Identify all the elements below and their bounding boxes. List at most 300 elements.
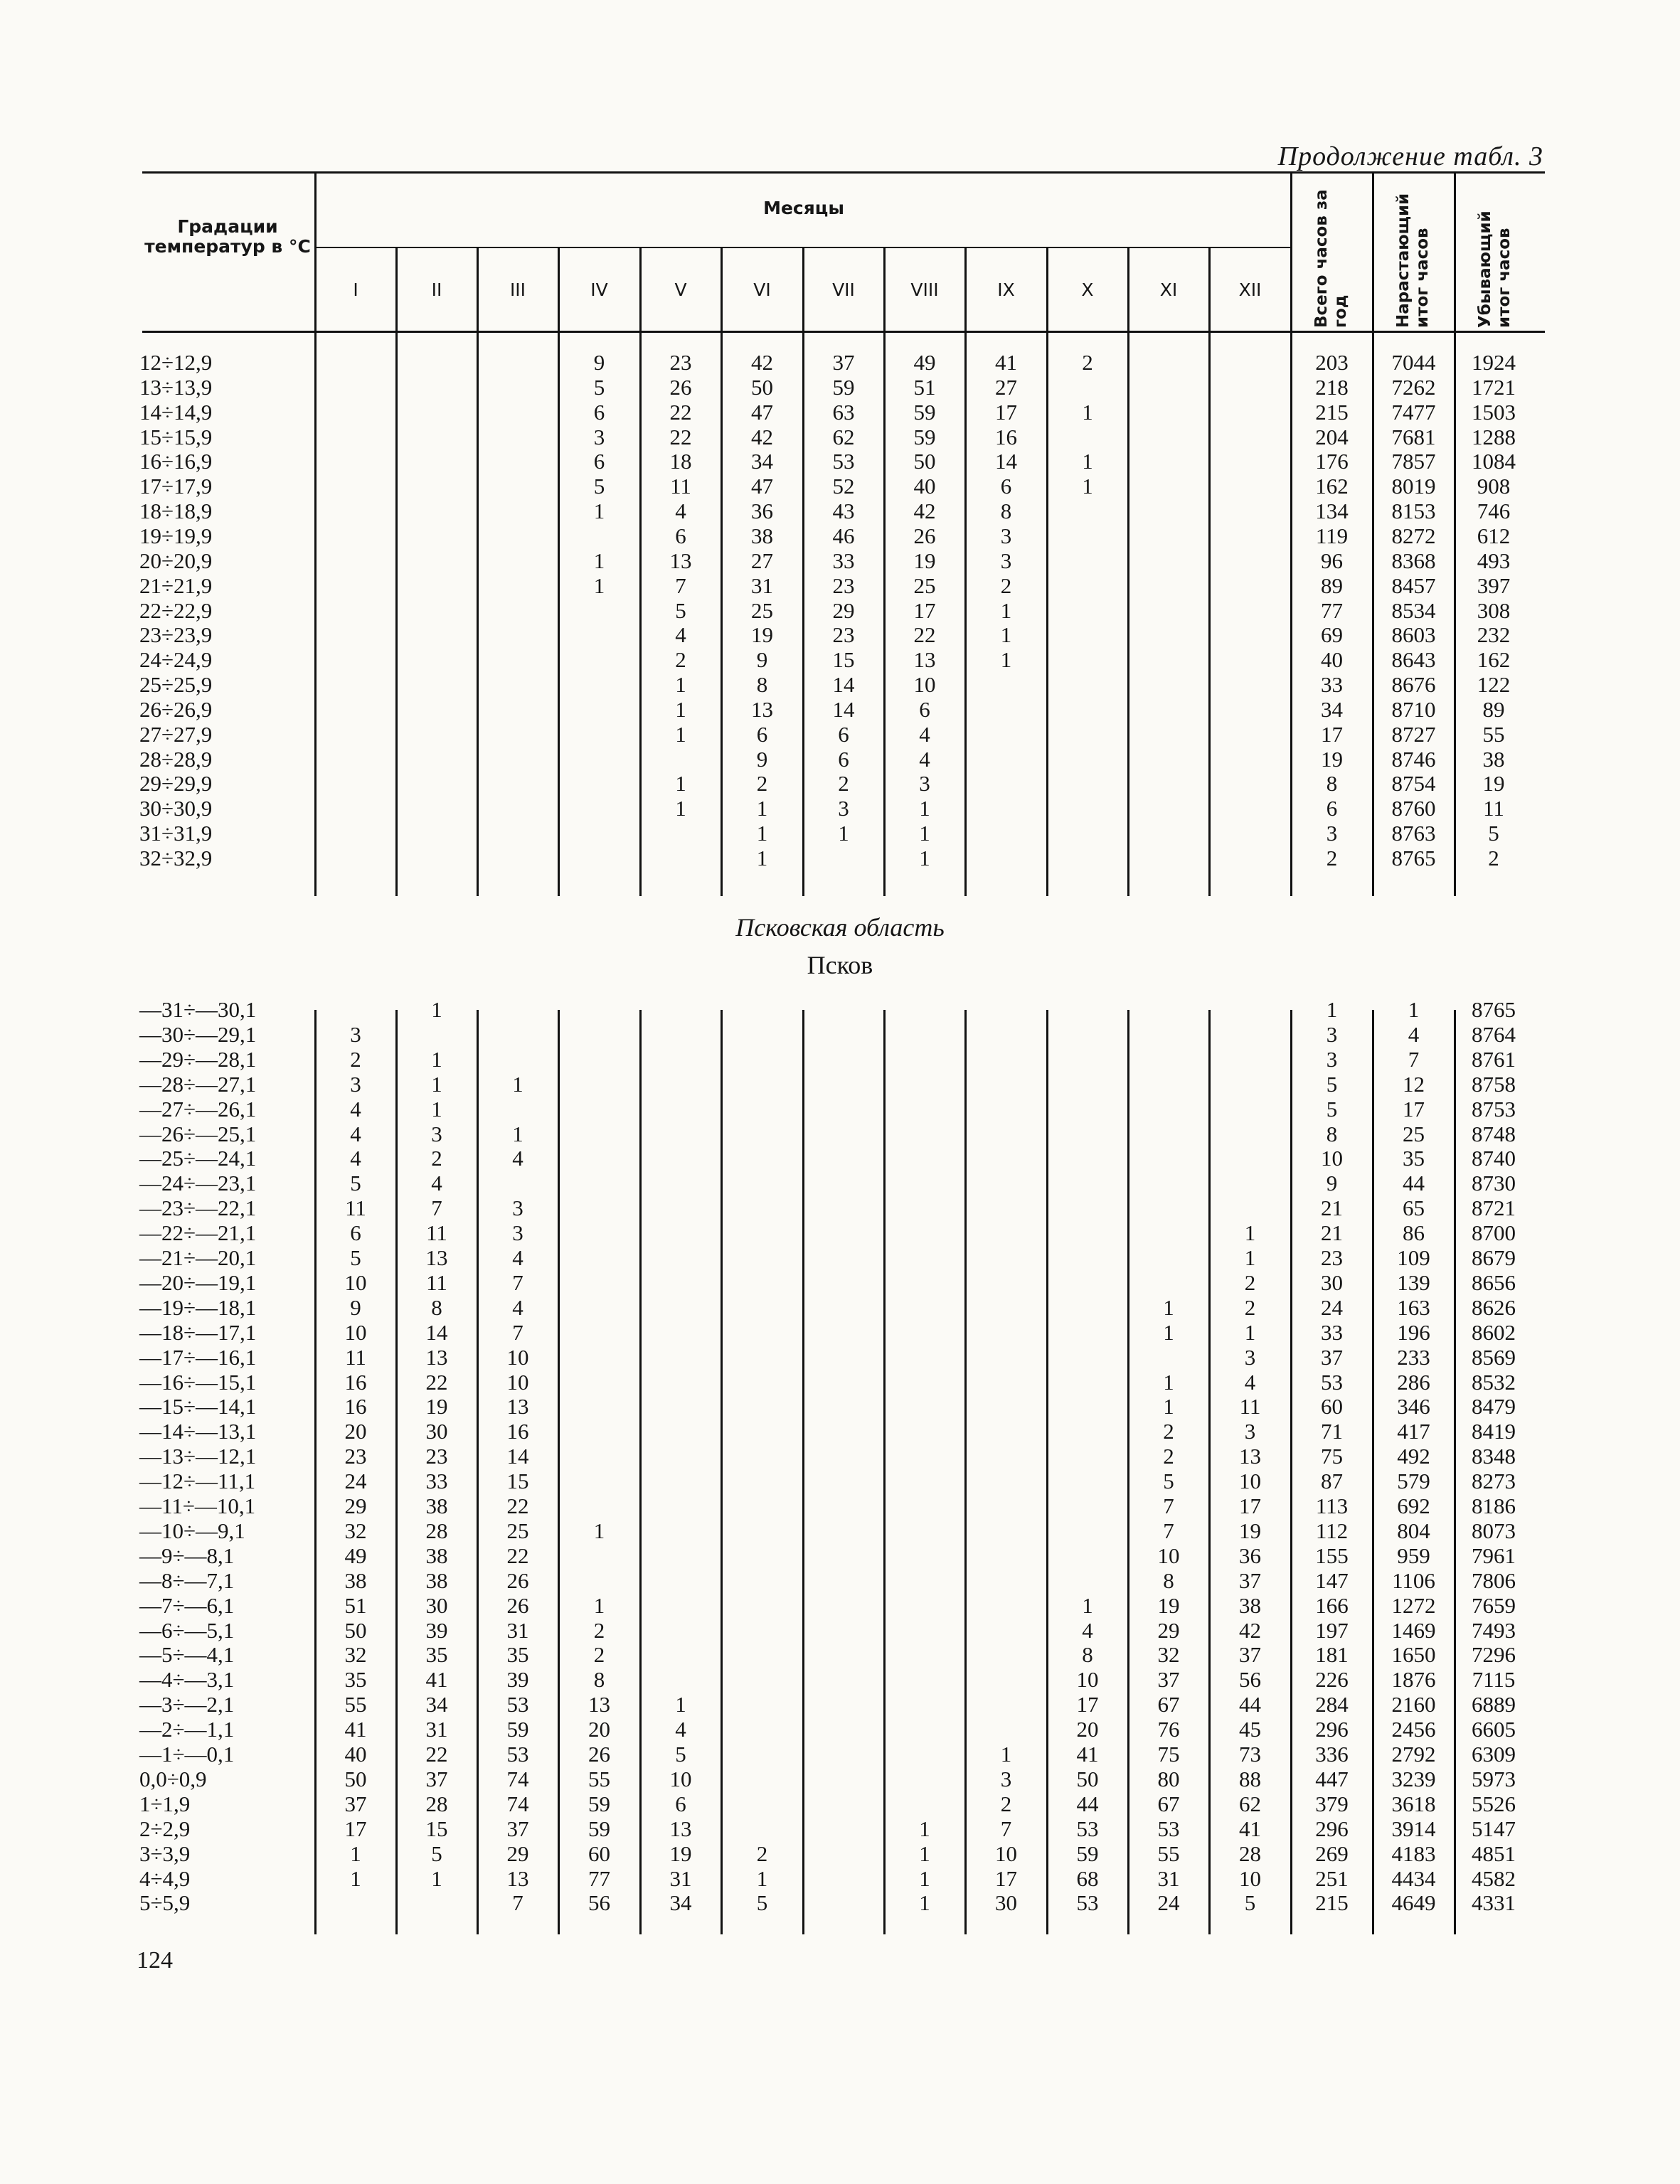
month-cell: 1	[1000, 647, 1012, 673]
month-header-7: VII	[832, 279, 855, 300]
total-hours-cell: 147	[1315, 1567, 1349, 1593]
month-cell: 11	[426, 1220, 447, 1246]
month-header-10: X	[1081, 279, 1094, 300]
total-hours-cell: 53	[1321, 1369, 1343, 1395]
month-cell: 14	[506, 1444, 529, 1469]
decreasing-cell: 7961	[1472, 1543, 1516, 1568]
month-cell: 3	[1244, 1344, 1256, 1370]
header-line-10	[1127, 248, 1129, 331]
total-hours-cell: 96	[1321, 548, 1343, 573]
month-cell: 1	[1082, 449, 1093, 474]
month-cell: 1	[919, 821, 930, 846]
month-cell: 7	[1163, 1518, 1174, 1543]
decreasing-cell: 5973	[1472, 1766, 1516, 1791]
decreasing-cell: 908	[1477, 474, 1511, 499]
month-cell: 4	[350, 1121, 361, 1146]
decreasing-cell: 6889	[1472, 1692, 1516, 1717]
month-cell: 19	[913, 548, 936, 573]
month-cell: 19	[669, 1841, 692, 1866]
decreasing-cell: 2	[1488, 846, 1499, 870]
month-cell: 2	[1163, 1444, 1174, 1469]
month-cell: 1	[593, 1518, 605, 1543]
cumulative-cell: 1272	[1391, 1592, 1436, 1618]
month-cell: 23	[669, 350, 692, 375]
month-cell: 4	[675, 499, 686, 524]
gradation-label: 16÷16,9	[139, 449, 213, 474]
month-cell: 8	[593, 1667, 605, 1693]
gradation-label: 13÷13,9	[139, 374, 213, 400]
month-cell: 25	[913, 572, 936, 598]
decreasing-cell: 1721	[1472, 374, 1516, 400]
month-cell: 2	[1163, 1419, 1174, 1444]
month-cell: 1	[675, 672, 686, 698]
header-line-11	[1208, 248, 1211, 331]
gradation-label: —26÷—25,1	[139, 1121, 257, 1146]
gradation-label: —8÷—7,1	[139, 1567, 235, 1593]
month-cell: 11	[670, 474, 691, 499]
month-cell: 47	[751, 474, 773, 499]
month-cell: 51	[344, 1592, 367, 1618]
month-cell: 1	[350, 1865, 361, 1891]
continuation-title: Продолжение табл. 3	[1277, 142, 1543, 171]
month-cell: 5	[1163, 1469, 1174, 1494]
city-title: Псков	[807, 951, 873, 979]
total-hours-cell: 296	[1315, 1717, 1349, 1742]
month-cell: 20	[344, 1419, 367, 1444]
cumulative-cell: 4434	[1391, 1865, 1436, 1891]
gradation-label: —17÷—16,1	[139, 1344, 257, 1370]
month-cell: 38	[751, 523, 773, 548]
total-hours-cell: 1	[1326, 997, 1338, 1022]
decreasing-cell: 308	[1477, 597, 1511, 623]
month-cell: 13	[1239, 1444, 1261, 1469]
decreasing-cell: 8419	[1472, 1419, 1516, 1444]
cumulative-cell: 286	[1397, 1369, 1430, 1395]
total-hours-cell: 181	[1315, 1642, 1349, 1668]
decreasing-cell: 8656	[1472, 1269, 1516, 1295]
month-cell: 22	[506, 1543, 529, 1568]
month-cell: 5	[756, 1890, 768, 1916]
month-cell: 88	[1239, 1766, 1261, 1791]
month-header-4: IV	[590, 279, 608, 300]
month-cell: 32	[344, 1518, 367, 1543]
month-cell: 13	[669, 1816, 692, 1841]
month-cell: 30	[995, 1890, 1017, 1916]
month-cell: 7	[512, 1269, 523, 1295]
header-line-1	[395, 248, 398, 331]
month-cell: 1	[350, 1841, 361, 1866]
total-hours-cell: 3	[1326, 821, 1338, 846]
total-hours-cell: 226	[1315, 1667, 1349, 1693]
month-cell: 40	[344, 1742, 367, 1767]
total-hours-cell: 5	[1326, 1071, 1338, 1097]
month-cell: 1	[431, 997, 442, 1022]
month-cell: 1	[919, 1890, 930, 1916]
gradation-label: 14÷14,9	[139, 399, 213, 425]
month-cell: 4	[675, 1717, 686, 1742]
month-cell: 7	[431, 1195, 442, 1221]
month-cell: 1	[1000, 1742, 1012, 1767]
month-cell: 13	[425, 1245, 448, 1270]
cumulative-cell: 44	[1403, 1171, 1425, 1196]
cumulative-cell: 163	[1397, 1294, 1430, 1320]
month-cell: 11	[426, 1269, 447, 1295]
gradation-label: 23÷23,9	[139, 622, 213, 648]
month-cell: 73	[1239, 1742, 1261, 1767]
month-cell: 41	[1076, 1742, 1099, 1767]
decreasing-cell: 8602	[1472, 1319, 1516, 1345]
decreasing-cell: 7493	[1472, 1617, 1516, 1643]
month-cell: 1	[675, 696, 686, 722]
total-hours-cell: 21	[1321, 1195, 1343, 1221]
month-cell: 1	[593, 1592, 605, 1618]
total-hours-cell: 33	[1321, 1319, 1343, 1345]
month-cell: 41	[425, 1667, 448, 1693]
month-cell: 16	[506, 1419, 529, 1444]
gradation-label: 29÷29,9	[139, 771, 213, 797]
month-cell: 10	[344, 1319, 367, 1345]
decreasing-cell: 5	[1488, 821, 1499, 846]
month-cell: 3	[593, 424, 605, 449]
gradation-label: 5÷5,9	[139, 1890, 191, 1916]
header-line-2	[477, 248, 479, 331]
cumulative-cell: 4649	[1391, 1890, 1436, 1916]
gradation-label: 32÷32,9	[139, 846, 213, 870]
gradation-label: 3÷3,9	[139, 1841, 191, 1866]
cumulative-cell: 7262	[1391, 374, 1436, 400]
cumulative-cell: 804	[1397, 1518, 1430, 1543]
gradation-label: —23÷—22,1	[139, 1195, 257, 1221]
month-cell: 1	[675, 721, 686, 747]
month-cell: 3	[1000, 548, 1012, 573]
month-cell: 59	[913, 399, 936, 425]
month-cell: 4	[1244, 1369, 1256, 1395]
month-cell: 13	[751, 696, 773, 722]
month-cell: 13	[425, 1344, 448, 1370]
month-cell: 3	[512, 1195, 523, 1221]
month-header-11: XI	[1159, 279, 1178, 300]
month-cell: 1	[1244, 1220, 1256, 1246]
upper-line-10	[1127, 333, 1129, 896]
month-cell: 59	[913, 424, 936, 449]
header-line-6	[802, 248, 804, 331]
month-cell: 1	[512, 1121, 523, 1146]
decreasing-cell: 6309	[1472, 1742, 1516, 1767]
decreasing-cell: 8679	[1472, 1245, 1516, 1270]
total-hours-cell: 3	[1326, 1021, 1338, 1047]
total-hours-cell: 284	[1315, 1692, 1349, 1717]
decreasing-cell: 8532	[1472, 1369, 1516, 1395]
total-hours-cell: 5	[1326, 1096, 1338, 1122]
month-cell: 17	[1076, 1692, 1099, 1717]
table-top-rule	[142, 171, 1545, 174]
decreasing-cell: 8765	[1472, 997, 1516, 1022]
month-cell: 1	[1000, 597, 1012, 623]
month-cell: 59	[1076, 1841, 1099, 1866]
month-cell: 8	[1163, 1567, 1174, 1593]
month-cell: 3	[919, 771, 930, 797]
cumulative-cell: 3914	[1391, 1816, 1436, 1841]
month-cell: 5	[1244, 1890, 1256, 1916]
month-cell: 26	[506, 1592, 529, 1618]
month-cell: 19	[751, 622, 773, 648]
cumulative-cell: 492	[1397, 1444, 1430, 1469]
month-cell: 11	[345, 1344, 366, 1370]
cumulative-cell: 7857	[1391, 449, 1436, 474]
month-cell: 51	[913, 374, 936, 400]
total-hours-cell: 176	[1315, 449, 1349, 474]
month-cell: 1	[431, 1046, 442, 1072]
month-cell: 3	[838, 796, 849, 821]
decreasing-cell: 4851	[1472, 1841, 1516, 1866]
cumulative-cell: 8754	[1391, 771, 1436, 797]
month-cell: 4	[675, 622, 686, 648]
month-cell: 10	[344, 1269, 367, 1295]
month-cell: 55	[588, 1766, 610, 1791]
cumulative-cell: 12	[1403, 1071, 1425, 1097]
month-cell: 31	[425, 1717, 448, 1742]
cumulative-cell: 8368	[1391, 548, 1436, 573]
month-cell: 77	[588, 1865, 610, 1891]
month-cell: 1	[756, 821, 768, 846]
cumulative-cell: 2792	[1391, 1742, 1436, 1767]
month-cell: 33	[832, 548, 855, 573]
month-cell: 7	[1000, 1816, 1012, 1841]
cumulative-cell: 1469	[1391, 1617, 1436, 1643]
cumulative-cell: 3239	[1391, 1766, 1436, 1791]
month-cell: 2	[1000, 572, 1012, 598]
month-cell: 38	[1239, 1592, 1261, 1618]
gradation-label: 1÷1,9	[139, 1791, 191, 1816]
page-number: 124	[137, 1947, 173, 1973]
decreasing-cell: 8740	[1472, 1146, 1516, 1171]
month-cell: 24	[344, 1469, 367, 1494]
gradation-label: 19÷19,9	[139, 523, 213, 548]
month-cell: 22	[425, 1742, 448, 1767]
month-cell: 2	[1244, 1294, 1256, 1320]
gradation-label: 27÷27,9	[139, 721, 213, 747]
month-cell: 17	[995, 399, 1017, 425]
month-cell: 5	[593, 474, 605, 499]
month-cell: 1	[919, 1841, 930, 1866]
month-cell: 17	[1239, 1493, 1261, 1518]
month-header-6: VI	[753, 279, 771, 300]
month-cell: 9	[593, 350, 605, 375]
total-hours-cell: 8	[1326, 771, 1338, 797]
month-cell: 26	[913, 523, 936, 548]
gradation-label: 25÷25,9	[139, 672, 213, 698]
month-cell: 49	[913, 350, 936, 375]
gradation-label: —29÷—28,1	[139, 1046, 257, 1072]
total-hours-cell: 10	[1321, 1146, 1343, 1171]
month-cell: 8	[1000, 499, 1012, 524]
month-cell: 1	[1244, 1245, 1256, 1270]
month-cell: 3	[1000, 1766, 1012, 1791]
total-hours-cell: 269	[1315, 1841, 1349, 1866]
total-hours-cell: 40	[1321, 647, 1343, 673]
month-cell: 26	[669, 374, 692, 400]
month-cell: 1	[756, 796, 768, 821]
month-cell: 14	[832, 672, 855, 698]
month-cell: 59	[588, 1816, 610, 1841]
month-cell: 2	[756, 771, 768, 797]
total-hours-cell: 112	[1315, 1518, 1349, 1543]
month-cell: 29	[832, 597, 855, 623]
cumulative-cell: 17	[1403, 1096, 1425, 1122]
month-cell: 45	[1239, 1717, 1261, 1742]
month-cell: 5	[675, 1742, 686, 1767]
month-cell: 2	[593, 1642, 605, 1668]
month-cell: 19	[425, 1394, 448, 1419]
month-cell: 31	[506, 1617, 529, 1643]
decreasing-cell: 1503	[1472, 399, 1516, 425]
gradation-label: 12÷12,9	[139, 350, 213, 375]
gradation-label: —4÷—3,1	[139, 1667, 235, 1693]
month-cell: 4	[350, 1146, 361, 1171]
total-hours-cell: 2	[1326, 846, 1338, 870]
month-cell: 59	[588, 1791, 610, 1816]
cumulative-cell: 35	[1403, 1146, 1425, 1171]
table-header-bottom-rule	[142, 331, 1545, 333]
cumulative-cell: 346	[1397, 1394, 1430, 1419]
month-cell: 41	[995, 350, 1017, 375]
month-cell: 4	[512, 1245, 523, 1270]
gradation-label: 15÷15,9	[139, 424, 213, 449]
month-cell: 13	[506, 1865, 529, 1891]
month-cell: 9	[350, 1294, 361, 1320]
gradation-label: —12÷—11,1	[139, 1469, 256, 1494]
total-hours-cell: 119	[1315, 523, 1349, 548]
decreasing-cell: 89	[1482, 696, 1505, 722]
month-cell: 3	[350, 1021, 361, 1047]
total-hours-cell: 71	[1321, 1419, 1343, 1444]
cumulative-cell: 196	[1397, 1319, 1430, 1345]
month-cell: 34	[669, 1890, 692, 1916]
header-line-3	[558, 248, 560, 331]
month-cell: 2	[350, 1046, 361, 1072]
month-cell: 9	[756, 746, 768, 772]
gradation-label: 2÷2,9	[139, 1816, 191, 1841]
month-cell: 10	[995, 1841, 1017, 1866]
month-cell: 1	[675, 1692, 686, 1717]
header-line-9	[1046, 248, 1048, 331]
month-cell: 2	[756, 1841, 768, 1866]
month-cell: 50	[344, 1617, 367, 1643]
month-cell: 1	[1163, 1369, 1174, 1395]
gradation-label: 31÷31,9	[139, 821, 213, 846]
cumulative-cell: 86	[1403, 1220, 1425, 1246]
month-cell: 10	[1076, 1667, 1099, 1693]
month-cell: 56	[588, 1890, 610, 1916]
month-cell: 62	[1239, 1791, 1261, 1816]
total-hours-cell: 197	[1315, 1617, 1349, 1643]
upper-line-1	[395, 333, 398, 896]
cumulative-cell: 8534	[1391, 597, 1436, 623]
month-cell: 38	[425, 1493, 448, 1518]
gradation-label: 20÷20,9	[139, 548, 213, 573]
upper-line-2	[477, 333, 479, 896]
cumulative-header: Нарастающий итог часов	[1394, 193, 1432, 328]
total-hours-cell: 218	[1315, 374, 1349, 400]
month-cell: 39	[425, 1617, 448, 1643]
region-title: Псковская область	[735, 913, 945, 942]
month-cell: 32	[344, 1642, 367, 1668]
decreasing-cell: 8753	[1472, 1096, 1516, 1122]
cumulative-cell: 1650	[1391, 1642, 1436, 1668]
month-cell: 19	[1239, 1518, 1261, 1543]
month-cell: 31	[751, 572, 773, 598]
month-cell: 37	[1157, 1667, 1180, 1693]
gradation-label: —19÷—18,1	[139, 1294, 257, 1320]
month-cell: 35	[506, 1642, 529, 1668]
decreasing-cell: 19	[1482, 771, 1505, 797]
decreasing-cell: 8479	[1472, 1394, 1516, 1419]
month-cell: 60	[588, 1841, 610, 1866]
month-cell: 13	[913, 647, 936, 673]
month-cell: 8	[1082, 1642, 1093, 1668]
month-cell: 33	[425, 1469, 448, 1494]
gradation-label: —31÷—30,1	[139, 997, 257, 1022]
month-cell: 7	[675, 572, 686, 598]
cumulative-cell: 8710	[1391, 696, 1436, 722]
month-cell: 50	[913, 449, 936, 474]
month-cell: 53	[1157, 1816, 1180, 1841]
months-header: Месяцы	[763, 198, 844, 218]
month-cell: 22	[669, 399, 692, 425]
month-cell: 6	[593, 449, 605, 474]
total-hours-cell: 87	[1321, 1469, 1343, 1494]
month-cell: 10	[1239, 1865, 1261, 1891]
month-cell: 35	[344, 1667, 367, 1693]
month-cell: 2	[675, 647, 686, 673]
total-hours-cell: 69	[1321, 622, 1343, 648]
month-cell: 1	[431, 1865, 442, 1891]
month-cell: 27	[995, 374, 1017, 400]
month-cell: 26	[588, 1742, 610, 1767]
gradation-label: —9÷—8,1	[139, 1543, 235, 1568]
cumulative-cell: 25	[1403, 1121, 1425, 1146]
month-cell: 22	[425, 1369, 448, 1395]
upper-line-0	[314, 333, 317, 896]
month-header-8: VIII	[910, 279, 939, 300]
month-cell: 53	[832, 449, 855, 474]
month-cell: 37	[425, 1766, 448, 1791]
month-cell: 17	[995, 1865, 1017, 1891]
gradation-label: —21÷—20,1	[139, 1245, 257, 1270]
month-cell: 43	[832, 499, 855, 524]
month-header-12: XII	[1238, 279, 1262, 300]
month-cell: 23	[344, 1444, 367, 1469]
month-cell: 42	[751, 424, 773, 449]
month-cell: 1	[675, 771, 686, 797]
month-cell: 56	[1239, 1667, 1261, 1693]
gradation-label: —5÷—4,1	[139, 1642, 235, 1668]
month-cell: 14	[832, 696, 855, 722]
month-cell: 10	[669, 1766, 692, 1791]
month-header-1: I	[353, 279, 358, 300]
month-cell: 5	[431, 1841, 442, 1866]
month-cell: 19	[1157, 1592, 1180, 1618]
month-cell: 23	[832, 622, 855, 648]
decreasing-cell: 8186	[1472, 1493, 1516, 1518]
cumulative-cell: 1106	[1392, 1567, 1435, 1593]
month-cell: 28	[425, 1791, 448, 1816]
cumulative-cell: 8760	[1391, 796, 1436, 821]
month-cell: 15	[832, 647, 855, 673]
gradation-label: 24÷24,9	[139, 647, 213, 673]
gradation-label: —20÷—19,1	[139, 1269, 257, 1295]
month-cell: 37	[1239, 1567, 1261, 1593]
